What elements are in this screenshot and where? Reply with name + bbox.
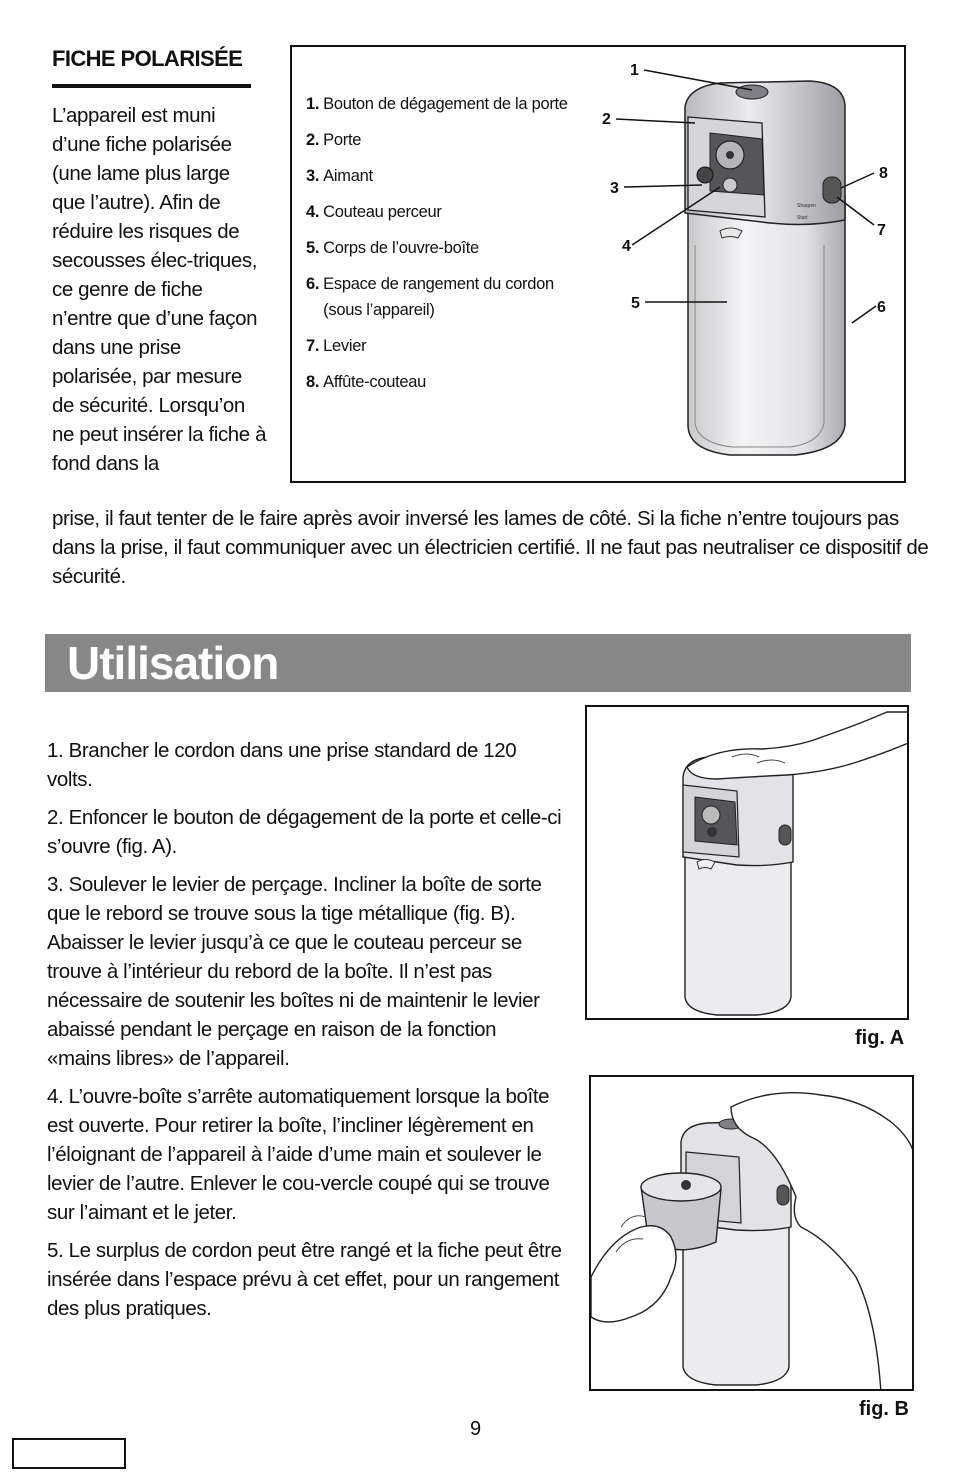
- callout-1: 1: [630, 62, 639, 79]
- part-label: Levier: [323, 337, 367, 355]
- callout-4: 4: [622, 238, 631, 255]
- part-label: Porte: [323, 131, 362, 149]
- section-title: Utilisation: [67, 637, 279, 689]
- part-number: 1.: [306, 95, 320, 113]
- callout-2: 2: [602, 111, 611, 128]
- polarized-plug-text: L’appareil est muni d’une fiche polarisée (une lame plus large que l’autre). Afin de réduire les risques de secousses élec-triques, ce genre de fiche n’entre que d’une façon dans une prise polarisée, par mesure de sécurité. Lorsqu’on ne peut insérer la fiche à fond dans la: [52, 104, 267, 475]
- step-item: 4. L’ouvre-boîte s’arrête automatiquement lorsque la boîte est ouverte. Pour retirer la boîte, l’incliner légèrement en l’éloignant de l’appareil à l’aide d’ume main et soulever le levier de l’autre. Enlever le cou-vercle coupé qui se trouve sur l’aimant et le jeter.: [47, 1085, 550, 1224]
- section-banner: [45, 634, 911, 692]
- magnet: [697, 167, 713, 183]
- step-item: 2. Enfoncer le bouton de dégagement de la porte et celle-ci s’ouvre (fig. A).: [47, 806, 562, 858]
- piercing-blade: [723, 178, 737, 192]
- part-label: Aimant: [323, 167, 373, 185]
- figure-b-illustration: [591, 1077, 914, 1391]
- language-tab-box: [12, 1438, 126, 1469]
- callout-3: 3: [610, 180, 619, 197]
- part-number: 5.: [306, 239, 320, 257]
- polarized-plug-text-continued: prise, il faut tenter de le faire après avoir inversé les lames de côté. Si la fiche n’entre toujours pas dans la prise, il faut communiquer avec un électricien certifié. Il ne faut pas neutraliser ce dispositif de sécurité.: [52, 507, 929, 588]
- parts-diagram-box: [290, 45, 906, 483]
- opener-body: [688, 195, 845, 455]
- part-number: 7.: [306, 337, 320, 355]
- release-button: [736, 85, 768, 99]
- part-label: Espace de rangement du cordon (sous l’appareil): [323, 275, 554, 319]
- can-opener-diagram: [290, 45, 906, 483]
- callout-6: 6: [877, 299, 886, 316]
- part-label: Couteau perceur: [323, 203, 442, 221]
- part-label: Corps de l’ouvre-boîte: [323, 239, 479, 257]
- lever-slot: [823, 177, 841, 203]
- part-label: Affûte-couteau: [323, 373, 426, 391]
- callout-5: 5: [631, 295, 640, 312]
- callout-8: 8: [879, 165, 888, 182]
- part-number: 6.: [306, 275, 320, 293]
- figure-a-illustration: [587, 707, 909, 1020]
- part-number: 4.: [306, 203, 320, 221]
- part-number: 8.: [306, 373, 320, 391]
- step-item: 3. Soulever le levier de perçage. Incliner la boîte de sorte que le rebord se trouve sous la tige métallique (fig. B). Abaisser le levier jusqu’à ce que le couteau perceur se trouve à l’intérieur du rebord de la boîte. Il n’est pas nécessaire de soutenir les boîtes ni de maintenir le levier abaissé pendant le perçage en raison de la fonction «mains libres» de l’appareil.: [47, 873, 542, 1070]
- figure-a: [585, 705, 909, 1020]
- figure-a-label: fig. A: [855, 1027, 905, 1049]
- part-number: 3.: [306, 167, 320, 185]
- step-item: 5. Le surplus de cordon peut être rangé et la fiche peut être insérée dans l’espace prévu à cet effet, pour un rangement des plus pratiques.: [47, 1239, 562, 1320]
- heading-underline: [52, 84, 251, 88]
- step-item: 1. Brancher le cordon dans une prise standard de 120 volts.: [47, 739, 517, 791]
- figure-b-label: fig. B: [859, 1398, 909, 1420]
- instruction-steps: [47, 736, 565, 1332]
- part-number: 2.: [306, 131, 320, 149]
- part-label: Bouton de dégagement de la porte: [323, 95, 568, 113]
- callout-7: 7: [877, 222, 886, 239]
- section-heading-polarized-plug: FICHE POLARISÉE: [52, 46, 243, 71]
- device-marking-start: Start: [797, 215, 808, 221]
- page-number: 9: [470, 1418, 482, 1440]
- figure-b: [589, 1075, 914, 1391]
- device-marking-sharpen: Sharpen: [797, 203, 816, 209]
